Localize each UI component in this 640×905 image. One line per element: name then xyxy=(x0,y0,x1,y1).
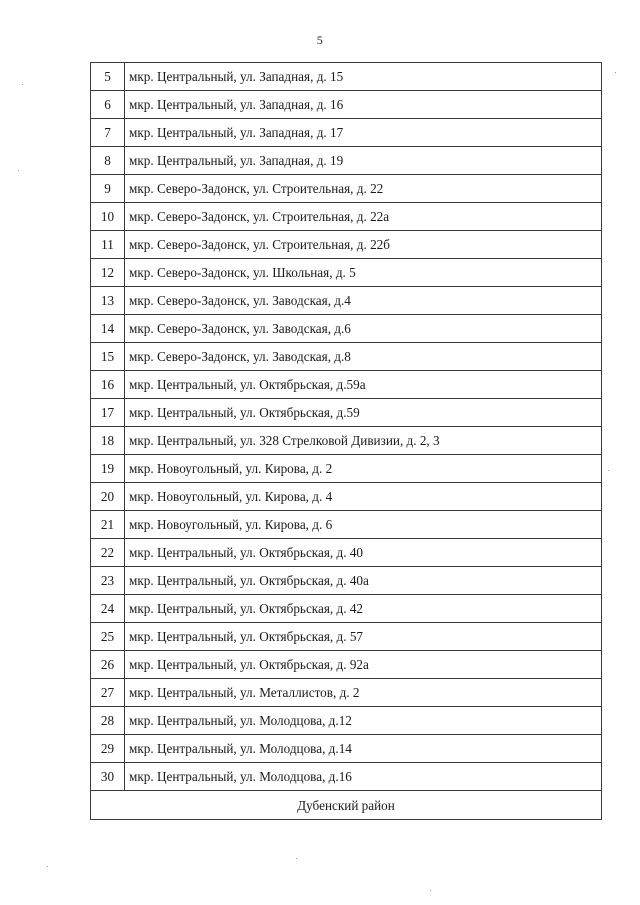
address-cell: мкр. Центральный, ул. Молодцова, д.16 xyxy=(125,763,602,791)
row-number-cell: 25 xyxy=(91,623,125,651)
row-number-cell: 11 xyxy=(91,231,125,259)
scan-speck xyxy=(47,866,48,867)
row-number-cell: 18 xyxy=(91,427,125,455)
address-cell: мкр. Северо-Задонск, ул. Заводская, д.4 xyxy=(125,287,602,315)
table-row xyxy=(91,623,602,651)
table-row xyxy=(91,203,602,231)
row-number-cell: 24 xyxy=(91,595,125,623)
address-cell: мкр. Северо-Задонск, ул. Строительная, д. 22 xyxy=(125,175,602,203)
row-number-cell: 6 xyxy=(91,91,125,119)
table-row xyxy=(91,175,602,203)
address-cell: мкр. Центральный, ул. Октябрьская, д.59 xyxy=(125,399,602,427)
table-row xyxy=(91,371,602,399)
table-row xyxy=(91,567,602,595)
table-row xyxy=(91,483,602,511)
address-cell: мкр. Северо-Задонск, ул. Заводская, д.8 xyxy=(125,343,602,371)
row-number-cell: 17 xyxy=(91,399,125,427)
table-row xyxy=(91,399,602,427)
row-number-cell: 15 xyxy=(91,343,125,371)
address-cell: мкр. Северо-Задонск, ул. Заводская, д.6 xyxy=(125,315,602,343)
address-cell: мкр. Центральный, ул. 328 Стрелковой Дивизии, д. 2, 3 xyxy=(125,427,602,455)
address-cell: мкр. Центральный, ул. Западная, д. 15 xyxy=(125,63,602,91)
row-number-cell: 23 xyxy=(91,567,125,595)
row-number-cell: 28 xyxy=(91,707,125,735)
address-table-body xyxy=(91,63,602,820)
row-number-cell: 19 xyxy=(91,455,125,483)
address-cell: мкр. Северо-Задонск, ул. Строительная, д. 22а xyxy=(125,203,602,231)
table-row xyxy=(91,651,602,679)
page-number: 5 xyxy=(316,33,324,47)
address-cell: мкр. Центральный, ул. Октябрьская, д. 40а xyxy=(125,567,602,595)
row-number-cell: 21 xyxy=(91,511,125,539)
address-table xyxy=(90,62,602,820)
scan-speck xyxy=(18,170,19,171)
table-row xyxy=(91,231,602,259)
row-number-cell: 30 xyxy=(91,763,125,791)
table-row xyxy=(91,119,602,147)
row-number-cell: 9 xyxy=(91,175,125,203)
table-row xyxy=(91,455,602,483)
section-row xyxy=(91,791,602,820)
address-cell: мкр. Центральный, ул. Октябрьская, д. 42 xyxy=(125,595,602,623)
row-number-cell: 22 xyxy=(91,539,125,567)
row-number-cell: 13 xyxy=(91,287,125,315)
table-row xyxy=(91,427,602,455)
row-number-cell: 14 xyxy=(91,315,125,343)
address-cell: мкр. Центральный, ул. Октябрьская, д. 57 xyxy=(125,623,602,651)
address-cell: мкр. Центральный, ул. Октябрьская, д. 40 xyxy=(125,539,602,567)
table-row xyxy=(91,343,602,371)
address-cell: мкр. Центральный, ул. Западная, д. 19 xyxy=(125,147,602,175)
table-row xyxy=(91,511,602,539)
table-row xyxy=(91,259,602,287)
scan-speck xyxy=(296,858,297,859)
address-cell: мкр. Северо-Задонск, ул. Строительная, д. 22б xyxy=(125,231,602,259)
address-cell: мкр. Новоугольный, ул. Кирова, д. 2 xyxy=(125,455,602,483)
table-row xyxy=(91,679,602,707)
row-number-cell: 10 xyxy=(91,203,125,231)
address-cell: мкр. Северо-Задонск, ул. Школьная, д. 5 xyxy=(125,259,602,287)
table-row xyxy=(91,539,602,567)
scan-speck xyxy=(615,72,616,73)
address-cell: мкр. Центральный, ул. Западная, д. 17 xyxy=(125,119,602,147)
row-number-cell: 26 xyxy=(91,651,125,679)
row-number-cell: 29 xyxy=(91,735,125,763)
table-row xyxy=(91,63,602,91)
table-row xyxy=(91,735,602,763)
address-cell: мкр. Новоугольный, ул. Кирова, д. 4 xyxy=(125,483,602,511)
scan-speck xyxy=(22,84,23,85)
address-cell: мкр. Центральный, ул. Октябрьская, д.59а xyxy=(125,371,602,399)
row-number-cell: 12 xyxy=(91,259,125,287)
address-cell: мкр. Центральный, ул. Западная, д. 16 xyxy=(125,91,602,119)
row-number-cell: 16 xyxy=(91,371,125,399)
address-cell: мкр. Центральный, ул. Молодцова, д.12 xyxy=(125,707,602,735)
table-row xyxy=(91,763,602,791)
section-heading: Дубенский район xyxy=(91,791,602,820)
row-number-cell: 5 xyxy=(91,63,125,91)
table-row xyxy=(91,315,602,343)
scan-speck xyxy=(430,890,431,891)
scan-speck xyxy=(608,470,609,471)
table-row xyxy=(91,287,602,315)
address-cell: мкр. Центральный, ул. Молодцова, д.14 xyxy=(125,735,602,763)
table-row xyxy=(91,707,602,735)
address-cell: мкр. Центральный, ул. Октябрьская, д. 92а xyxy=(125,651,602,679)
table-row xyxy=(91,147,602,175)
row-number-cell: 8 xyxy=(91,147,125,175)
table-row xyxy=(91,595,602,623)
table-row xyxy=(91,91,602,119)
row-number-cell: 20 xyxy=(91,483,125,511)
address-cell: мкр. Центральный, ул. Металлистов, д. 2 xyxy=(125,679,602,707)
address-cell: мкр. Новоугольный, ул. Кирова, д. 6 xyxy=(125,511,602,539)
row-number-cell: 27 xyxy=(91,679,125,707)
row-number-cell: 7 xyxy=(91,119,125,147)
